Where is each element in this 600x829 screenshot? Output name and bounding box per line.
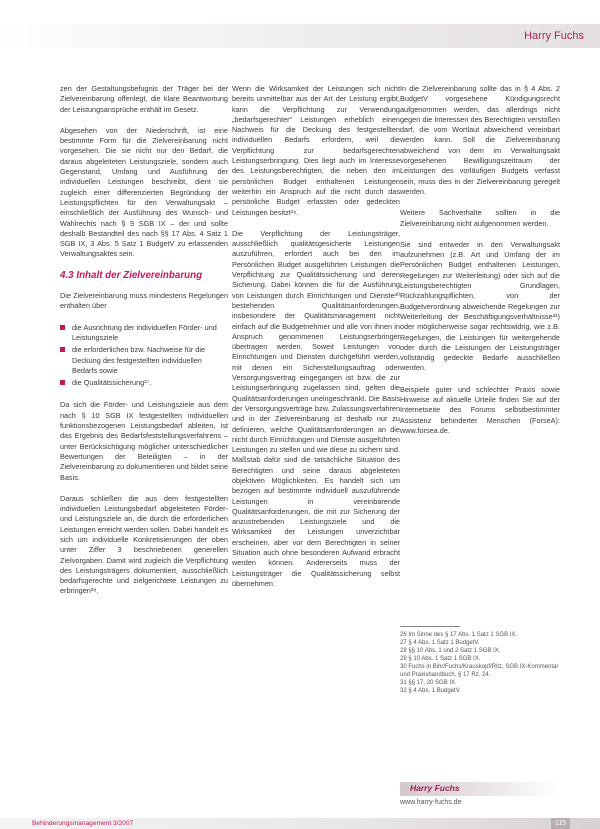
author-name: Harry Fuchs <box>410 783 460 793</box>
text-column-2 <box>232 84 400 600</box>
header-bar <box>0 24 600 48</box>
footnote: 32 § 4 Abs. 1 BudgetV. <box>400 688 461 694</box>
square-bullet-icon <box>60 325 65 330</box>
page-number: 115 <box>551 818 570 829</box>
text-column-3 <box>400 84 560 447</box>
journal-name: Behinderungsmanagement 3/2007 <box>32 820 134 827</box>
list-item-text: die Qualitätssicherung²⁷. <box>72 378 152 388</box>
list-item-text: die Ausrichtung der individuellen Förder- und Leistungsziele <box>72 322 217 342</box>
footnote: 26 Im Sinne des § 17 Abs. 1 Satz 1 SGB IX. <box>400 632 518 638</box>
header-author: Harry Fuchs <box>524 30 584 42</box>
footnote-divider <box>400 626 460 627</box>
square-bullet-icon <box>60 380 65 385</box>
paragraph: Da sich die Förder- und Leistungsziele aus dem nach § 10 SGB IX festgestellten individuellen funktionsbezogenen Leistungsbedarf ableiten, ist das Ergebnis des Bedarfsfeststellungsverfahrens – unter Berücksichtigung möglicher unterschiedlicher Bewertungen der Beteiligten – in der Zielvereinbarung zu dokumentieren und bildet seine Basis. <box>60 400 228 482</box>
section-heading: 4.3 Inhalt der Zielvereinbarung <box>60 269 203 281</box>
footnote: 31 §§ 17, 20 SGB IX. <box>400 680 457 686</box>
paragraph: Beispiele guter und schlechter Praxis sowie Hinweise auf aktuelle Urteile finden Sie auf der Internetseite des Forums selbstbestimmter Assistenz behinderter Menschen (ForseA): www.forsea.de. <box>400 384 560 435</box>
footnote: 30 Fuchs in Bihr/Fuchs/Krauskopf/Ritz, SGB IX-Kommentar und Praxishandbuch, § 17 Rz. 24. <box>400 664 559 678</box>
paragraph: In die Zielvereinbarung sollte das in § 4 Abs. 2 BudgetV vorgesehene Kündigungsrecht aufgenommen werden, das allerdings nicht gegen die Interessen des Berechtigten verstoßen darf, die vom Wortlaut abweichend vereinbart werden kann. Soll die Zielvereinbarung abweichend von dem im Verwaltungsakt vorgesehenen Bewilligungszeitraum der Leistungen des vorläufigen Budgets verfasst sein, muss dies in der Zielvereinbarung geregelt werden. <box>400 84 560 196</box>
list-item <box>60 378 228 388</box>
author-website-link[interactable]: www.harry-fuchs.de <box>400 799 462 806</box>
text-column-1 <box>60 84 228 608</box>
paragraph: Die Zielvereinbarung muss mindestens Regelungen enthalten über <box>60 291 228 311</box>
paragraph: Abgesehen von der Niederschrift, ist eine bestimmte Form für die Zielvereinbarung nicht vorgesehen. Die sie nicht nur den Bedarf, die daraus abgeleiteten Leistungsziele, sondern auch Gegenstand, Umfang und Ausführung der individuellen Leistungen beschreibt, dient sie zugleich einer differenzierten Begründung der Leistungspflichten für den Verwaltungsakt – einschließlich der Ausführung des Wunsch- und Wahlrechts nach § 9 SGB IX – der und sollte deshalb Bestandteil des nach §§ 17 Abs. 4 Satz 1 SGB IX, 3 Abs. 5 Satz 1 BudgetV zu erlassenden Verwaltungsaktes sein. <box>60 125 228 259</box>
list-item-text: die erforderlichen bzw. Nachweise für die Deckung des festgestellten individuellen Bedarfs sowie <box>72 345 206 375</box>
paragraph: Sie sind entweder in den Verwaltungsakt aufzunehmen (z.B. Art und Umfang der im Persönlichen Budget enthaltenen Leistungen, Regelungen zur Weiterleitung) oder sich auf die Leistungsberechtigten Grundlagen, Rückzahlungspflichten, von der Budgetverordnung abweichende Regelungen zur Weiterleitung der Beschäftigungsverhältnisse³¹) oder möglicherweise sogar rechtswidrig, wie z.B. Regelungen, die Leistungen für weitergehende oder durch die Leistungen der Leistungsträger vollständig gedeckte Bedarfe ausschließen werden. <box>400 239 560 373</box>
author-box <box>400 782 560 796</box>
paragraph: zen der Gestaltungsbefugnis der Träger bei der Zielvereinbarung offenlegt, die klare Beantwortung der Leistungsansprüche enthält im Gesetz. <box>60 84 228 114</box>
bullet-list <box>60 323 228 389</box>
list-item <box>60 345 228 376</box>
footnote: 28 §§ 10 Abs. 1 und 2 Satz 1 SGB IX. <box>400 648 501 654</box>
paragraph: Daraus schließen die aus dem festgestellten individuellen Leistungsbedarf abgeleiteten Förder- und Leistungsziele an, die durch die erforderlichen Leistungen erreicht werden sollen. Dabei handelt es sich um individuelle Konkretisierungen der oben unter Ziffer 3 beschriebenen generellen Zielvorgaben. Damit wird zugleich die Verpflichtung des Leistungsträgers dokumentiert, ausschließlich bedarfsgerechte und zielgerichtete Leistungen zu erbringen²⁸. <box>60 493 228 596</box>
paragraph: Weitere Sachverhalte sollten in die Zielvereinbarung nicht aufgenommen werden. <box>400 208 560 228</box>
square-bullet-icon <box>60 347 65 352</box>
paragraph: Die Verpflichtung der Leistungsträger, ausschließlich qualitätsgesicherte Leistungen auszuführen, erfordert auch bei den im Persönlichen Budget ausgeführten Leistungen die Verpflichtung zur Qualitätssicherung und deren Sicherung. Dabei können die für die Ausführung von Leistungen durch Einrichtungen und Dienste³⁰ bestehenden Qualitätsanforderungen, insbesondere der Qualitätsmanagement nicht einfach auf die Budgetnehmer und alle von ihnen in Anspruch genommenen Leistungserbringer übertragen werden. Soweit Leistungen von Einrichtungen und Diensten durchgeführt werden, mit denen ein Sicherstellungsauftrag oder Versorgungsvertrag eingegangen ist bzw. die zur Leistungserbringung zugelassen sind, gelten die Qualitätsanforderungen uneingeschränkt. Die Basis der Versorgungsverträge bzw. Zulassungsverfahren und in der Zielvereinbarung ist deshalb nur zu definieren, welche Qualitätsanforderungen an die nicht durch Einrichtungen und Dienste ausgeführten Leistungen zu stellen und wie diese zu sichern sind. Maßstab dafür sind die tatsächliche Situation des Berechtigten und seine daraus abgeleiteten objektiven Möglichkeiten. Es handelt sich um bezogen auf bestimmte individuell auszuführende Leistungen in vereinbarende Qualitätsanforderungen, die mit zur Sicherung der anzustrebenden Leistungsziele und die Wirksamkeit der Leistungen unverzichtbar erscheinen, aber vor dem Berechtigten in seiner Situation auch ohne besonderen Aufwand erbracht werden können. Andererseits muss der Leistungsträger die Qualitätssicherung selbst übernehmen. <box>232 228 400 588</box>
list-item <box>60 323 228 344</box>
footnote: 27 § 4 Abs. 1 Satz 1 BudgetV. <box>400 640 480 646</box>
footnotes <box>400 626 560 695</box>
paragraph: Wenn die Wirksamkeit der Leistungen sich nicht bereits unmittelbar aus der Art der Leistung ergibt, kann die Verpflichtung zur Verwendung „bedarfsgerechter“ Leistungen erheblich einen Nachweis für die Deckung des festgestellten individuellen Bedarfs erfordern, weil die Verpflichtung zur bedarfsgerechten Leistungserbringung. Dies liegt auch im Interesse des Leistungsberechtigten, die neben den im persönlichen Budget enthaltenen Leistungen weiterhin ein Anspruch auf die nicht durch das persönliche Budget erfassten oder gedeckten Leistungen besitzt²⁹. <box>232 84 400 217</box>
footnote: 29 § 10 Abs. 1 Satz 1 SGB IX. <box>400 656 481 662</box>
